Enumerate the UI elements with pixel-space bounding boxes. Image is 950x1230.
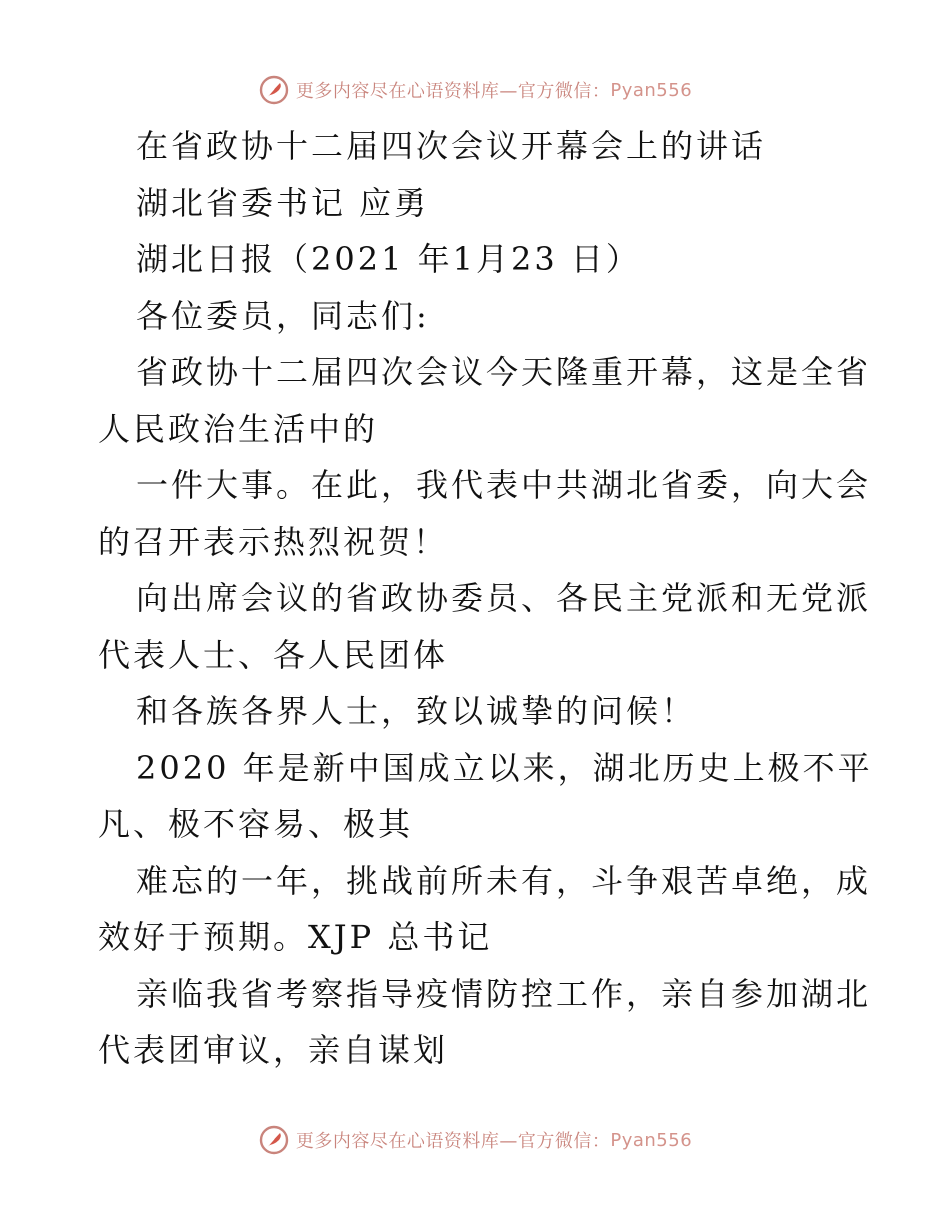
document-line: 代表人士、各人民团体 [98,635,449,674]
document-line: 效好于预期。XJP 总书记 [98,918,493,956]
feather-quill-icon [258,1124,290,1156]
document-line: 代表团审议，亲自谋划 [98,1031,449,1069]
document-line: 和各族各界人士，致以诚挚的问候！ [136,692,697,730]
document-line: 湖北日报（2021 年1月23 日） [136,240,641,278]
document-line: 的召开表示热烈祝贺！ [98,522,449,561]
header-watermark [0,70,950,110]
document-line: 一件大事。在此，我代表中共湖北省委，向大会 [136,466,872,504]
watermark-text: 更多内容尽在心语资料库—官方微信： [295,81,611,102]
document-line: 各位委员，同志们: [136,296,430,335]
watermark-text: 更多内容尽在心语资料库—官方微信： [295,1131,611,1152]
watermark-brand: Pyan556 [610,79,693,101]
document-line: 难忘的一年，挑战前所未有，斗争艰苦卓绝，成 [136,861,872,900]
document-line: 亲临我省考察指导疫情防控工作，亲自参加湖北 [136,974,872,1013]
document-line: 向出席会议的省政协委员、各民主党派和无党派 [136,579,872,617]
document-line: 省政协十二届四次会议今天隆重开幕，这是全省 [136,353,872,391]
footer-watermark [0,1120,950,1160]
watermark-brand: Pyan556 [610,1129,693,1151]
document-line: 在省政协十二届四次会议开幕会上的讲话 [136,127,767,165]
document-line: 凡、极不容易、极其 [98,805,414,843]
document-line: 人民政治生活中的 [98,409,379,448]
document-line: 2020 年是新中国成立以来，湖北历史上极不平 [136,748,873,787]
document-line: 湖北省委书记 应勇 [136,183,430,222]
document-body [98,118,873,1079]
feather-quill-icon [258,74,290,106]
